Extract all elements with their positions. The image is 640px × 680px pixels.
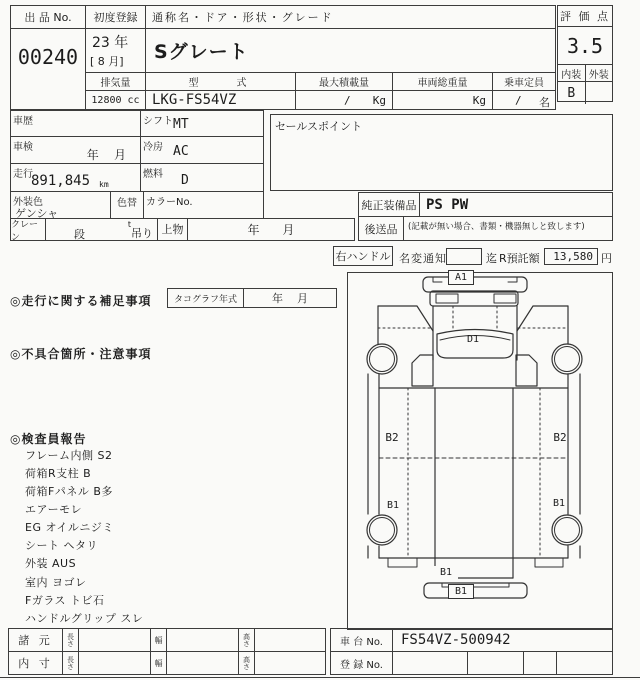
damage-mark-a1: A1 <box>448 270 474 285</box>
inner-width-label: 幅 <box>150 651 167 675</box>
fuel-label: 燃料 <box>143 169 163 180</box>
max-load-header: 最大積載量 <box>295 72 393 91</box>
registration-cell-1 <box>392 651 468 675</box>
inspector-item: エアーモレ <box>25 503 83 516</box>
truck-top-view <box>348 273 612 629</box>
registration-cell-3 <box>523 651 557 675</box>
chassis-no-value: FS54VZ-500942 <box>392 628 613 652</box>
inspector-item: 外装 AUS <box>25 557 77 570</box>
made-label: 迄 <box>486 252 497 265</box>
registration-no-header: 登 録 No. <box>330 651 393 675</box>
damage-mark-d1: D1 <box>466 334 480 345</box>
mileage-unit: km <box>99 180 109 189</box>
inner-dim-row-header: 内 寸 <box>8 651 63 675</box>
inner-height-label: 高さ <box>238 651 255 675</box>
front-bumper <box>423 277 527 292</box>
inner-height-value <box>254 651 326 675</box>
inspector-item: EG オイルニジミ <box>25 521 114 534</box>
crane-t-label: t <box>127 220 131 230</box>
bed <box>379 388 568 578</box>
gross-weight-header: 車両総重量 <box>392 72 493 91</box>
yen-label: 円 <box>601 252 612 265</box>
capacity-value: / <box>515 94 522 107</box>
crane-dan-label: 段 <box>74 228 85 241</box>
mileage-label: 走行 <box>13 169 33 180</box>
damage-diagram-box <box>347 272 613 630</box>
interior-header: 内装 <box>558 65 586 81</box>
side-steps <box>412 355 537 386</box>
cab-roof <box>430 291 518 306</box>
spec-length-label: 長さ <box>62 628 79 652</box>
history-label: 車歴 <box>13 116 33 127</box>
damage-mark-b1-rear: B1 <box>434 566 458 579</box>
bottom-rule <box>0 677 640 678</box>
sales-point-label: セールスポイント <box>275 120 363 133</box>
capacity-header: 乗車定員 <box>492 72 556 91</box>
shift-value: MT <box>173 117 189 132</box>
inspector-item: シート ヘタリ <box>25 539 98 552</box>
rear-bumper <box>424 583 527 598</box>
gross-weight-unit: Kg <box>392 90 493 110</box>
damage-mark-b1-left: B1 <box>386 500 400 511</box>
crane-tsuri-text: 吊り <box>131 227 153 240</box>
damage-mark-b2-right: B2 <box>553 431 567 444</box>
capacity-unit: 名 <box>539 96 550 109</box>
color-change-cell: 色替 <box>110 191 144 219</box>
registration-cell-2 <box>467 651 524 675</box>
spec-length-value <box>78 628 151 652</box>
rear-wheels <box>367 515 582 545</box>
score-value: 3.5 <box>558 27 612 65</box>
first-registration-header: 初度登録 <box>85 5 146 29</box>
damage-mark-b1-bumper: B1 <box>448 584 474 599</box>
left-fender <box>378 306 433 344</box>
oem-equipment-row <box>358 192 613 217</box>
mileage-value: 891,845 <box>31 173 91 189</box>
spec-height-value <box>254 628 326 652</box>
inspector-item: ハンドルグリップ スレ <box>25 612 144 625</box>
deposit-label: R預託額 <box>499 252 540 265</box>
lot-no-header: 出 品 No. <box>10 5 86 29</box>
ac-cell <box>140 136 264 164</box>
exterior-header: 外装 <box>588 69 609 81</box>
displacement-header: 排気量 <box>85 72 146 91</box>
oem-equipment-label: 純正装備品 <box>359 193 420 216</box>
later-items-label: 後送品 <box>359 217 404 240</box>
shift-cell <box>140 110 264 137</box>
lot-no-value: 00240 <box>10 28 86 110</box>
body-type-cell: 上物 <box>157 218 188 241</box>
model-code-header: 型 式 <box>145 72 296 91</box>
inspector-item: 室内 ヨゴレ <box>25 576 87 589</box>
inspector-item: Fガラス トビ石 <box>25 594 105 607</box>
crane-tsuri-label <box>127 220 153 241</box>
interior-grade: B <box>558 82 586 104</box>
tachograph-label: タコグラフ年式 <box>167 288 244 308</box>
ac-value: AC <box>173 144 189 159</box>
tachograph-value: 年 月 <box>243 288 337 308</box>
color-no-cell <box>143 191 264 219</box>
score-box <box>557 5 613 102</box>
vehicle-name-value: Sグレート <box>145 28 556 73</box>
damage-mark-b2-left: B2 <box>385 431 399 444</box>
inspector-item: 荷箱R支柱 B <box>25 467 92 480</box>
mileage-cell <box>10 163 141 192</box>
inspection-value: 年 月 <box>86 148 126 162</box>
inner-width-value <box>166 651 239 675</box>
crane-spec-cell <box>45 218 158 241</box>
history-cell <box>10 110 141 137</box>
body-type-value-cell: 年 月 <box>187 218 355 241</box>
steering-badge: 右ハンドル <box>333 246 393 266</box>
exterior-grade <box>586 82 613 104</box>
inspector-item: フレーム内側 S2 <box>25 449 113 462</box>
mileage-note-heading: ◎走行に関する補足事項 <box>10 294 152 308</box>
ac-label: 冷房 <box>143 142 163 153</box>
inner-length-value <box>78 651 151 675</box>
fuel-cell <box>140 163 264 192</box>
name-change-label: 名変通知 <box>399 252 447 265</box>
crane-cell: クレーン <box>10 218 46 241</box>
max-load-value-cell <box>295 90 393 110</box>
chassis-no-header: 車 台 No. <box>330 628 393 652</box>
inspector-heading: ◎検査員報告 <box>10 432 87 446</box>
shift-label: シフト <box>143 116 173 127</box>
model-code-value: LKG-FS54VZ <box>145 90 296 110</box>
spec-width-value <box>166 628 239 652</box>
spec-row-header: 諸 元 <box>8 628 63 652</box>
vehicle-name-header: 通称名・ドア・形状・グレード <box>145 5 556 29</box>
later-items-row <box>358 216 613 241</box>
spec-height-label: 高さ <box>238 628 255 652</box>
exterior-color-label: 外装色 <box>13 197 43 208</box>
capacity-value-cell <box>492 90 556 110</box>
inner-length-label: 長さ <box>62 651 79 675</box>
fuel-value: D <box>181 173 189 188</box>
later-items-note: (記載が無い場合、書類・機器無しと致します) <box>408 222 585 232</box>
exterior-color-value: ゲンシャ <box>15 207 59 220</box>
registration-cell-4 <box>556 651 613 675</box>
color-no-label: カラーNo. <box>146 197 193 208</box>
spec-width-label: 幅 <box>150 628 167 652</box>
max-load-unit: Kg <box>372 94 386 107</box>
damage-mark-b1-right: B1 <box>552 498 566 509</box>
first-registration-month: [ 8 月] <box>90 55 124 68</box>
oem-equipment-value: PS PW <box>426 196 469 213</box>
sales-point-box <box>270 114 613 191</box>
first-registration-value <box>85 28 146 73</box>
exterior-color-cell <box>10 191 111 219</box>
first-registration-year: 23 年 <box>92 35 129 51</box>
max-load-value: / <box>344 94 351 107</box>
inspection-label: 車検 <box>13 142 33 153</box>
defects-heading: ◎不具合箇所・注意事項 <box>10 347 152 361</box>
bed-walls <box>368 374 580 558</box>
name-change-value-box <box>446 248 482 265</box>
front-wheels <box>367 344 582 374</box>
deposit-value: 13,580 <box>544 248 598 265</box>
score-header: 評 価 点 <box>558 6 612 27</box>
inspector-item: 荷箱Fパネル B多 <box>25 485 113 498</box>
displacement-value: 12800 cc <box>85 90 146 110</box>
inspection-cell <box>10 136 141 164</box>
right-fender <box>517 306 568 344</box>
